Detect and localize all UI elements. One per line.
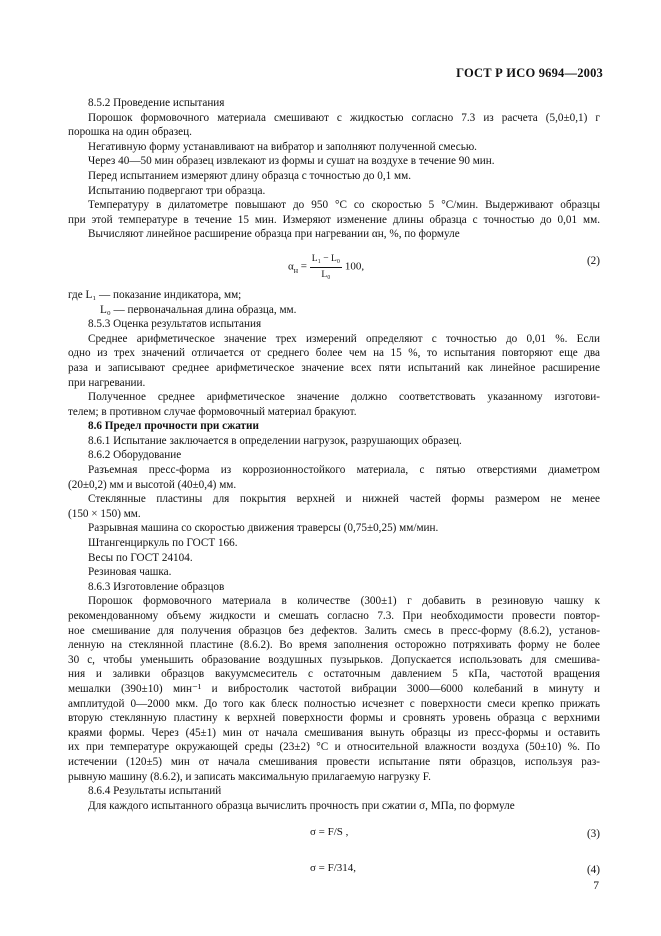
text-line: (20±0,2) мм и высотой (40±0,4) мм.	[68, 478, 237, 491]
text-line: Весы по ГОСТ 24104.	[88, 551, 193, 564]
text-line: 8.6 Предел прочности при сжатии	[88, 420, 259, 433]
text-line: порошка на один образец.	[68, 126, 192, 139]
formula-2-lhs: α	[288, 260, 294, 273]
text-line: одно из трех значений отличается от среднего более чем на 15 %, то испытания повторяют еще два	[68, 347, 600, 360]
text-line: 8.6.3 Изготовление образцов	[88, 580, 225, 593]
text-line: рывную машину (8.6.2), и записать максимальную прилагаемую нагрузку F.	[68, 770, 431, 783]
text-line: 8.6.4 Результаты испытаний	[88, 785, 222, 798]
text-line: Перед испытанием измеряют длину образца с точностью до 0,1 мм.	[88, 169, 412, 182]
formula-2-number: (2)	[586, 254, 600, 267]
text-line: Испытанию подвергают три образца.	[88, 184, 266, 197]
text-line: 8.6.1 Испытание заключается в определении нагрузок, разрушающих образец.	[88, 434, 462, 447]
text-line: рекомендованному объему жидкости и смешать согласно 7.3. При необходимости провести повтор-	[68, 610, 600, 622]
formula-2-sub: н	[293, 265, 299, 275]
text-line: L₀ — первоначальная длина образца, мм.	[100, 303, 297, 316]
text-line: Разрывная машина со скоростью движения траверсы (0,75±0,25) мм/мин.	[88, 522, 439, 535]
formula-4-number: (4)	[586, 864, 600, 877]
text-line: Порошок формовочного материала смешивают с жидкостью согласно 7.3 из расчета (5,0±0,1) г	[88, 111, 600, 124]
text-line: Для каждого испытанного образца вычислить прочность при сжатии σ, МПа, по формуле	[88, 799, 515, 812]
formula-2-fraction	[310, 252, 342, 282]
formula-2-multiplier: 100,	[344, 260, 365, 273]
text-line: Разъемная пресс-форма из коррозионностойкого материала, с пятью отверстиями диаметром	[88, 464, 600, 477]
formula-4-expression: σ = F/314,	[310, 862, 357, 875]
text-line: ное смешивание для получения образцов без дефектов. Залить смесь в пресс-форму (8.6.2), установ-	[68, 624, 600, 637]
formula-2-expression	[288, 252, 364, 282]
text-line: краями формы. Через (45±1) мин от начала смешивания вынуть образцы из пресс-формы и оставить	[68, 726, 600, 739]
text-line: Среднее арифметическое значение трех измерений определяют с точностью до 0,01 %. Если	[88, 332, 600, 345]
text-line: вторую стеклянную пластину к верхней поверхности формы и сровнять уровень образца с верхними	[68, 712, 600, 725]
text-line: Вычисляют линейное расширение образца при нагревании αн, %, по формуле	[88, 228, 460, 241]
text-line: Температуру в дилатометре повышают до 950 °С со скоростью 5 °С/мин. Выдерживают образцы	[88, 199, 600, 212]
text-line: при этой температуре в течение 15 мин. Измеряют изменение длины образца с точностью до 0,01 мм.	[68, 213, 600, 226]
text-line: их при температуре окружающей среды (23±2) °С и относительной влажности воздуха (50±10) %. По	[68, 741, 600, 754]
text-line: 8.5.2 Проведение испытания	[88, 97, 225, 109]
text-block-2	[68, 317, 600, 813]
text-line: мешалки (390±10) мин⁻¹ и вибростолик частотой вибрации 3000—6000 колебаний в минуту и	[68, 682, 600, 695]
text-line: (150 × 150) мм.	[68, 507, 141, 520]
text-block-1	[68, 96, 600, 242]
text-line: ния и заливки образцов вакуумсмеситель с остаточным давлением 5 кПа, частотой вращения	[68, 668, 600, 681]
where-block	[68, 288, 600, 317]
page-number: 7	[593, 880, 599, 892]
document-body	[68, 96, 600, 893]
text-line: амплитудой 0—2000 мкм. До того как блеск полностью исчезнет с поверхности смеси крепко прижать	[68, 697, 600, 710]
formula-2	[88, 248, 600, 282]
document-header: ГОСТ Р ИСО 9694—2003	[456, 66, 603, 80]
formula-2-numerator: L₁ − L₀	[310, 252, 342, 268]
text-line: при нагревании.	[68, 376, 146, 389]
text-line: 8.6.2 Оборудование	[88, 449, 182, 462]
formula-4	[88, 857, 600, 887]
text-line: Штангенциркуль по ГОСТ 166.	[88, 537, 238, 550]
formula-3-expression: σ = F/S ,	[310, 826, 349, 839]
text-line: ленную на стеклянной пластине (8.6.2). Во время заполнения осторожно потряхивать форму не более	[68, 639, 600, 652]
text-line: Стеклянные пластины для покрытия верхней и нижней частей формы размером не менее	[88, 493, 600, 506]
text-line: истечении (120±5) мин от начала смешивания провести испытание пяти образцов, используя раз-	[68, 755, 600, 768]
text-line: 30 с, чтобы уменьшить образование воздушных пузырьков. Допускается использовать для смешива-	[68, 653, 600, 666]
text-line: Через 40—50 мин образец извлекают из формы и сушат на воздухе в течение 90 мин.	[88, 155, 495, 168]
text-line: Полученное среднее арифметическое значение должно соответствовать указанному изготови-	[88, 391, 600, 404]
text-line: где L₁ — показание индикатора, мм;	[68, 288, 242, 301]
text-line: Порошок формовочного материала в количестве (300±1) г добавить в резиновую чашку к	[88, 595, 600, 608]
formula-3	[88, 821, 600, 851]
text-line: Резиновая чашка.	[88, 566, 172, 579]
text-line: 8.5.3 Оценка результатов испытания	[88, 318, 262, 331]
text-line: раза и записывают среднее арифметическое значение всех пяти испытаний как линейное расширение	[68, 361, 600, 374]
formula-2-eq: =	[300, 260, 308, 273]
formula-3-number: (3)	[586, 828, 600, 841]
text-line: телем; в противном случае формовочный материал бракуют.	[68, 405, 357, 418]
text-line: Негативную форму устанавливают на вибратор и заполняют полученной смесью.	[88, 140, 477, 153]
formula-2-denominator: L₀	[321, 269, 331, 280]
